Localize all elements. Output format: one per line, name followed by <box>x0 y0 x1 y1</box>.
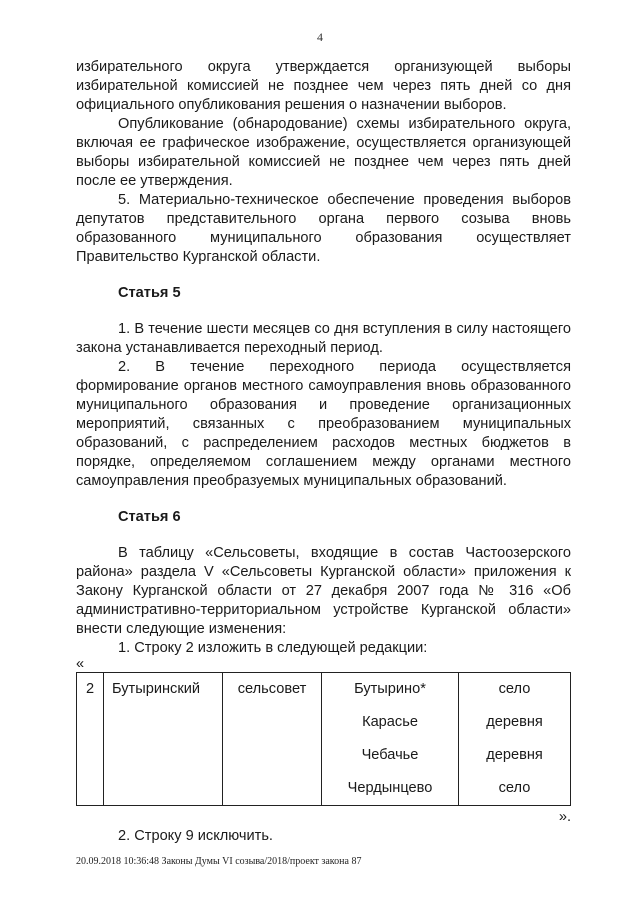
settlement-name: Бутырино* <box>354 681 426 697</box>
paragraph: В таблицу «Сельсоветы, входящие в состав Частоозерского района» раздела V «Сельсоветы Курганской области» приложения к Закону Курганской области от 27 декабря 2007 года № 316 «Об административно-территориальном устройстве Курганской области» внести следующие изменения: <box>76 545 571 637</box>
document-body <box>76 58 571 846</box>
quote-close-mark: ». <box>558 809 571 825</box>
paragraph: 5. Материально-техническое обеспечение проведения выборов депутатов представительного органа первого созыва вновь образованного муниципального образования осуществляет Правительство Курганской области. <box>76 192 571 265</box>
paragraph: 2. Строку 9 исключить. <box>118 828 273 844</box>
paragraph: Опубликование (обнародование) схемы избирательного округа, включая ее графическое изображение, осуществляется организующей выборы избирательной комиссией не позднее чем через пять дней после ее утверждения. <box>76 116 571 189</box>
settlement-name: Чердынцево <box>347 780 433 796</box>
settlement-names-cell <box>322 673 459 806</box>
paragraph: 1. В течение шести месяцев со дня вступления в силу настоящего закона устанавливается переходный период. <box>76 321 571 356</box>
paragraph: 2. В течение переходного периода осуществляется формирование органов местного самоуправления вновь образованного муниципального образования и проведение организационных мероприятий, связанных с преобразованием муниципальных образований, с распределением расходов местных бюджетов в порядке, определяемом соглашением между органами местного самоуправления преобразуемых муниципальных образований. <box>76 359 571 489</box>
article-5-heading: Статья 5 <box>118 285 181 301</box>
settlement-name: Карасье <box>362 714 418 730</box>
council-type-cell: сельсовет <box>223 673 322 806</box>
article-6-heading: Статья 6 <box>118 509 181 525</box>
document-footer: 20.09.2018 10:36:48 Законы Думы VI созыва/2018/проект закона 87 <box>76 856 362 867</box>
settlements-table <box>76 672 571 806</box>
paragraph: 1. Строку 2 изложить в следующей редакции: <box>118 640 428 656</box>
page-number: 4 <box>317 30 323 44</box>
table-row <box>77 673 571 806</box>
settlement-kind: деревня <box>486 714 543 730</box>
paragraph: избирательного округа утверждается организующей выборы избирательной комиссией не позднее чем через пять дней со дня официального опубликования решения о назначении выборов. <box>76 59 571 113</box>
council-name-cell: Бутыринский <box>104 673 223 806</box>
settlement-kind: село <box>498 681 531 697</box>
settlement-name: Чебачье <box>361 747 419 763</box>
settlement-kind: деревня <box>486 747 543 763</box>
row-number-cell: 2 <box>77 673 104 806</box>
settlement-kind-cell <box>459 673 571 806</box>
settlement-kind: село <box>498 780 531 796</box>
quote-open-mark: « <box>76 656 85 672</box>
